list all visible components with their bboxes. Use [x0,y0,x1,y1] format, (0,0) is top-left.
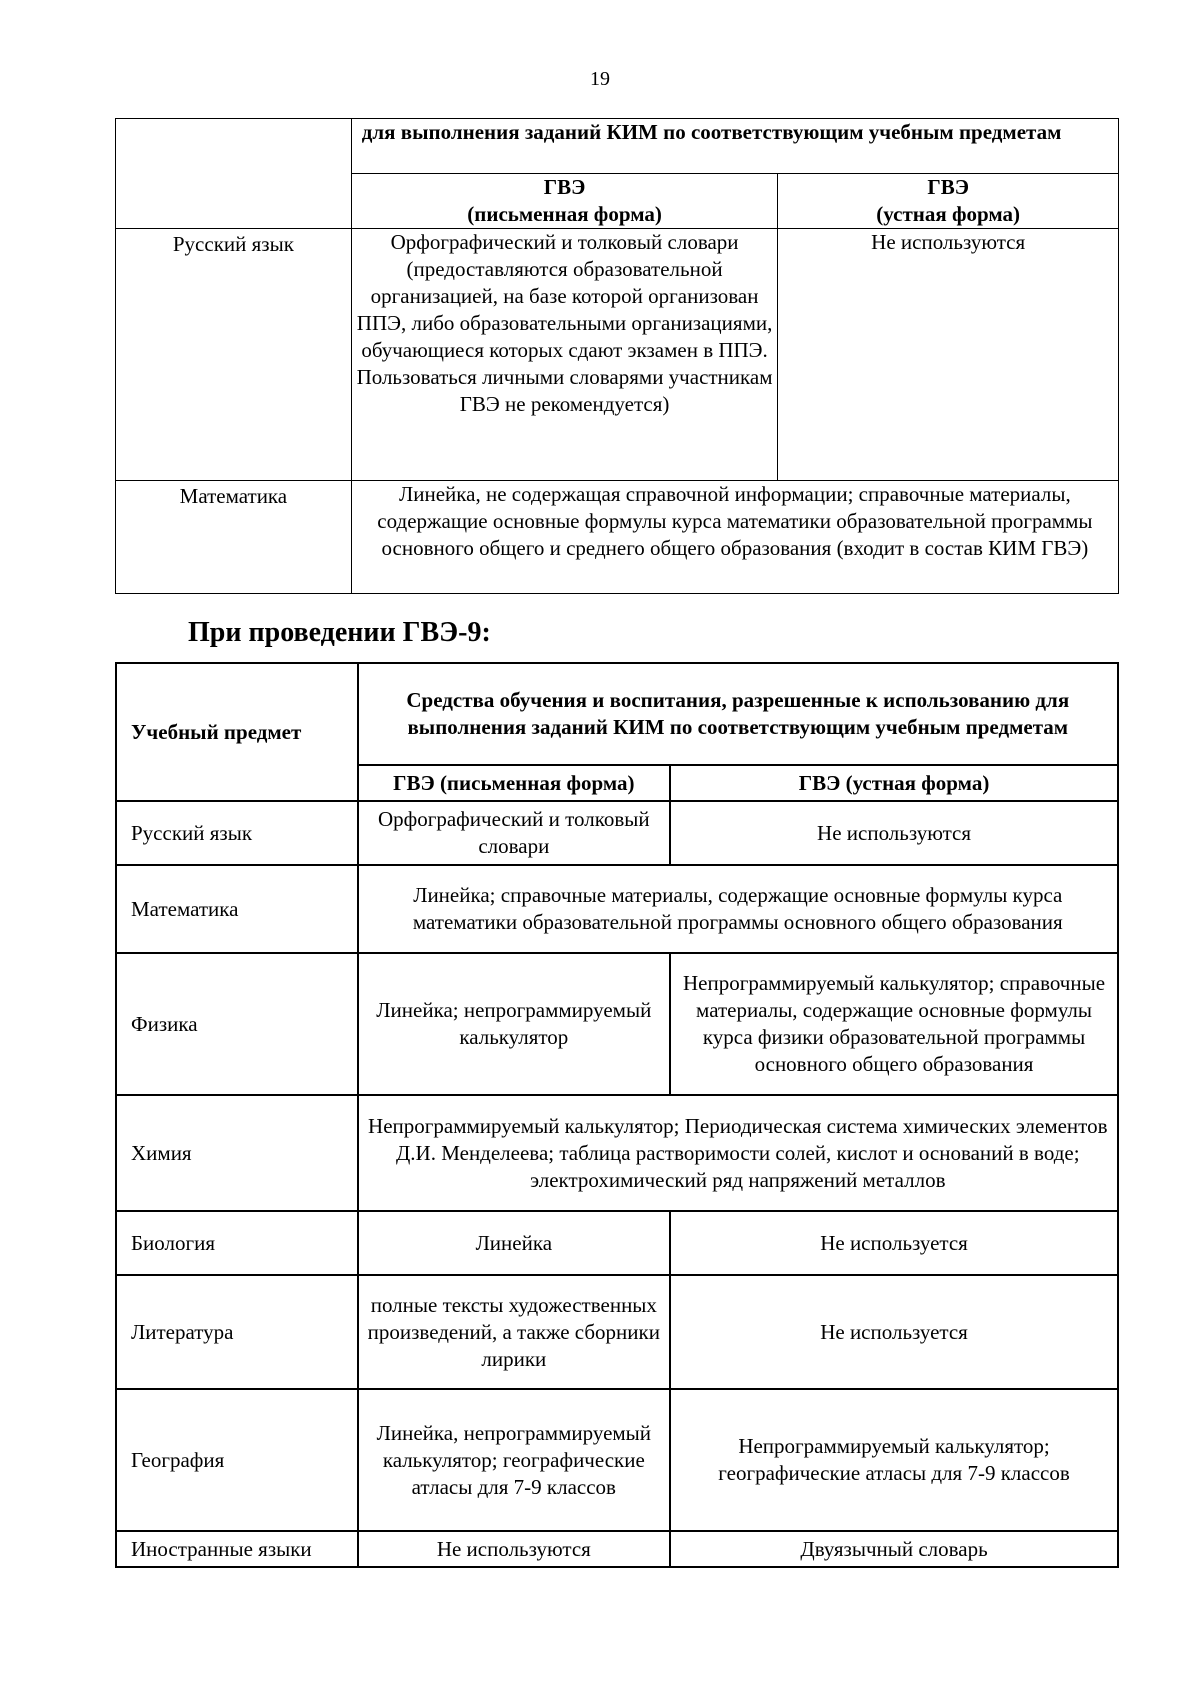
subject-cell: Биология [116,1211,358,1275]
section-heading: При проведении ГВЭ-9: [188,617,491,648]
oral-cell: Непрограммируемый калькулятор; географические атласы для 7-9 классов [670,1389,1118,1531]
oral-cell: Не используются [670,801,1118,865]
subject-cell: География [116,1389,358,1531]
subject-header-cell [116,119,352,229]
oral-form-header [778,174,1119,229]
subject-column-header: Учебный предмет [116,663,358,801]
oral-cell: Не используется [670,1275,1118,1389]
table-row [116,1211,1118,1275]
table-row [116,229,1119,481]
merged-cell: Линейка, не содержащая справочной информации; справочные материалы, содержащие основные формулы курса математики образовательной программы основного общего и среднего общего образования (входит в состав КИМ ГВЭ) [351,481,1118,594]
table-row [116,1095,1118,1211]
written-cell: Не используются [358,1531,671,1567]
subject-cell: Математика [116,481,352,594]
oral-cell: Не используются [778,229,1119,481]
subject-cell: Русский язык [116,801,358,865]
table-row [116,953,1118,1095]
subject-cell: Иностранные языки [116,1531,358,1567]
table-row [116,481,1119,594]
written-cell: Линейка; непрограммируемый калькулятор [358,953,671,1095]
table-row [116,1275,1118,1389]
table-row [116,865,1118,953]
means-column-header: Средства обучения и воспитания, разрешенные к использованию для выполнения заданий КИМ по соответствующим учебным предметам [358,663,1118,765]
written-cell: Линейка, непрограммируемый калькулятор; географические атласы для 7-9 классов [358,1389,671,1531]
oral-cell: Непрограммируемый калькулятор; справочные материалы, содержащие основные формулы курса физики образовательной программы основного общего образования [670,953,1118,1095]
written-cell: Линейка [358,1211,671,1275]
oral-form-subtitle: (устная форма) [876,202,1021,226]
written-form-title: ГВЭ [543,175,586,199]
written-cell: полные тексты художественных произведений, а также сборники лирики [358,1275,671,1389]
table-header-row [116,663,1118,765]
subject-cell: Математика [116,865,358,953]
header-continuation: для выполнения заданий КИМ по соответствующим учебным предметам [351,119,1118,174]
table-header-row [116,119,1119,174]
merged-cell: Непрограммируемый калькулятор; Периодическая система химических элементов Д.И. Менделеева; таблица растворимости солей, кислот и оснований в воде; электрохимический ряд напряжений металлов [358,1095,1118,1211]
table-row [116,801,1118,865]
written-cell: Орфографический и толковый словари [358,801,671,865]
merged-cell: Линейка; справочные материалы, содержащие основные формулы курса математики образовательной программы основного общего образования [358,865,1118,953]
continued-rules-table [115,118,1119,594]
written-form-header [351,174,778,229]
oral-cell: Не используется [670,1211,1118,1275]
subject-cell: Русский язык [116,229,352,481]
subject-cell: Физика [116,953,358,1095]
oral-form-header: ГВЭ (устная форма) [670,765,1118,801]
table-row [116,1531,1118,1567]
subject-cell: Химия [116,1095,358,1211]
gve9-rules-table [115,662,1119,1568]
written-form-subtitle: (письменная форма) [467,202,662,226]
oral-cell: Двуязычный словарь [670,1531,1118,1567]
written-form-header: ГВЭ (письменная форма) [358,765,671,801]
oral-form-title: ГВЭ [927,175,969,199]
written-cell: Орфографический и толковый словари (предоставляются образовательной организацией, на базе которой организован ППЭ, либо образовательными организациями, обучающиеся которых сдают экзамен в ППЭ. Пользоваться личными словарями участникам ГВЭ не рекомендуется) [351,229,778,481]
page-number: 19 [590,68,610,90]
table-row [116,1389,1118,1531]
subject-cell: Литература [116,1275,358,1389]
